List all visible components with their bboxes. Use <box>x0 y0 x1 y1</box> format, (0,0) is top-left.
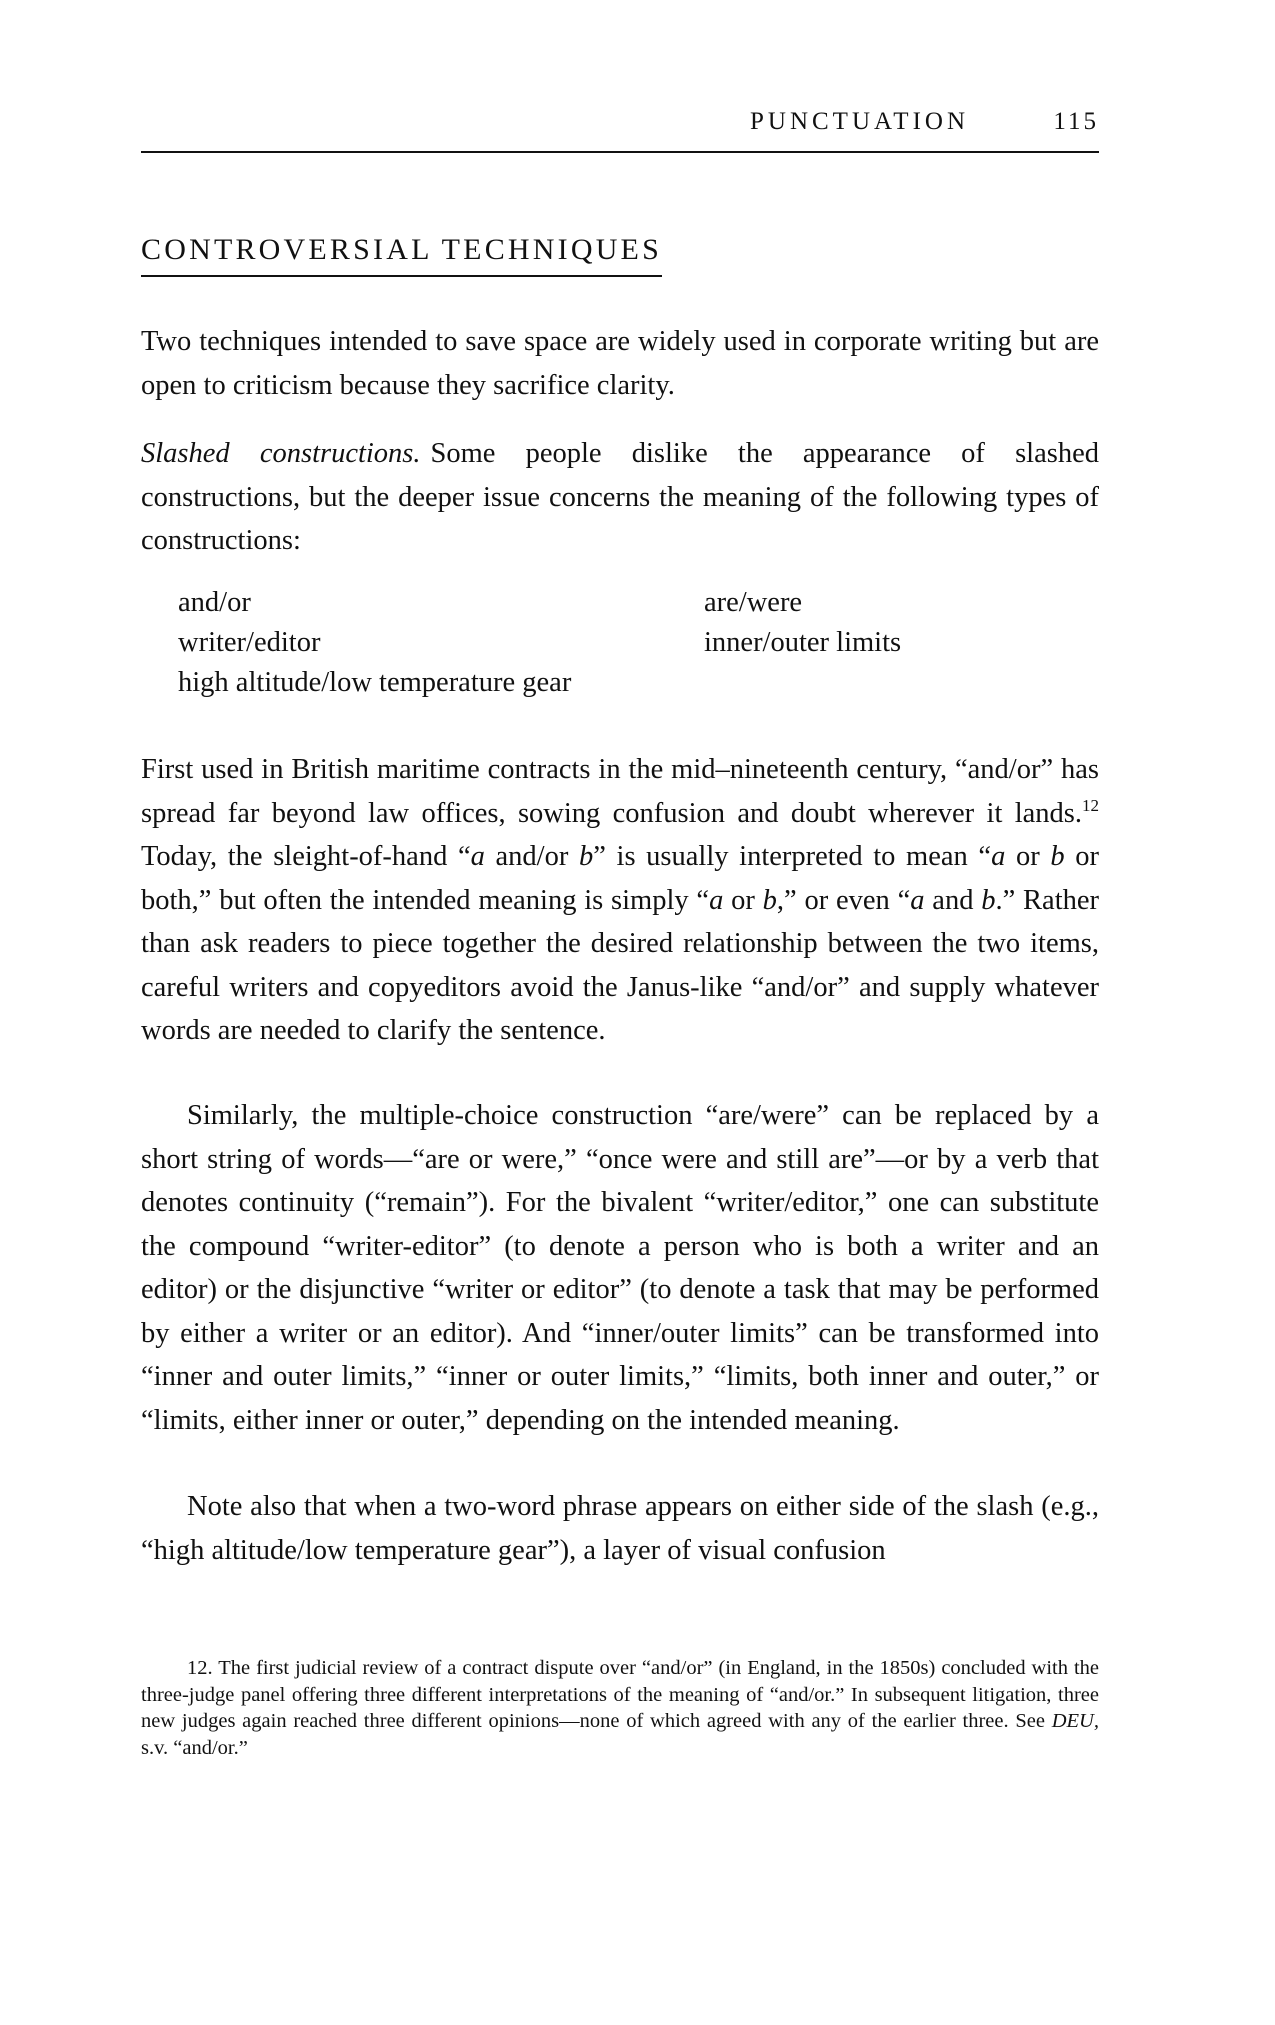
text-run: ” is usually interpreted to mean “ <box>593 841 992 872</box>
example-item: high altitude/low temperature gear <box>178 667 572 698</box>
italic-variable: b <box>578 841 594 872</box>
example-item: writer/editor <box>178 627 321 658</box>
italic-variable: b <box>981 884 996 916</box>
page-number: 115 <box>1053 108 1099 135</box>
text-run: and <box>924 884 982 916</box>
header-rule <box>141 151 1099 153</box>
italic-abbreviation: DEU, <box>1051 1710 1099 1732</box>
running-head-title: PUNCTUATION <box>750 108 969 135</box>
section-heading: CONTROVERSIAL TECHNIQUES <box>141 233 662 277</box>
footnote-12 <box>141 1655 1099 1761</box>
text-run: and/or <box>484 841 579 872</box>
example-item: and/or <box>178 587 251 618</box>
text-run: ,” or even “ <box>776 884 911 916</box>
italic-variable: a <box>470 841 485 872</box>
text-run: Today, the sleight-of-hand “ <box>141 841 471 872</box>
paragraph-note-also: Note also that when a two-word phrase appears on either side of the slash (e.g., “high altitude/low temperature gear”), a layer of visual confusion <box>141 1491 1099 1566</box>
running-head <box>141 108 1099 148</box>
paragraph-and-or <box>141 748 1099 1053</box>
examples-left-column <box>178 583 571 703</box>
text-run: .” Rather than ask readers to piece together the desired relationship between the two items, careful writers and copyeditors avoid the Janus-like “and/or” and supply whatever words are needed to clarify the sentence. <box>141 884 1100 1046</box>
example-item: are/were <box>704 587 803 618</box>
examples-right-column <box>704 583 901 663</box>
example-item: inner/outer limits <box>704 627 902 658</box>
run-in-heading: Slashed constructions. <box>141 438 421 469</box>
text-run: s.v. “and/or.” <box>141 1736 248 1759</box>
paragraph-intro: Two techniques intended to save space are widely used in corporate writing but are open to criticism because they sacrifice clarity. <box>141 326 1099 401</box>
paragraph-similarly: Similarly, the multiple-choice construction “are/were” can be replaced by a short string of words—“are or were,” “once were and still are”—or by a verb that denotes continuity (“remain”). For the bivalent “writer/editor,” one can substitute the compound “writer-editor” (to denote a person who is both a writer and an editor) or the disjunctive “writer or editor” (to denote a task that may be performed by either a writer or an editor). And “inner/outer limits” can be transformed into “inner and outer limits,” “inner or outer limits,” “limits, both inner and outer,” or “limits, either inner or outer,” depending on the intended meaning. <box>141 1100 1099 1436</box>
italic-variable: a <box>991 841 1006 872</box>
text-run: First used in British maritime contracts in the mid–nineteenth century, “and/or” has spread far beyond law offices, sowing confusion and doubt wherever it lands. <box>141 754 1099 829</box>
text-run: or both,” but often the intended meaning is simply “ <box>141 841 1099 916</box>
text-run: or <box>723 884 763 916</box>
italic-variable: a <box>910 884 925 916</box>
examples-list <box>178 583 1078 713</box>
italic-variable: b <box>762 884 777 916</box>
paragraph-text: Some people dislike the appearance of slashed constructions, but the deeper issue concerns the meaning of the following types of constructions: <box>141 438 1099 556</box>
text-run: or <box>1005 841 1051 872</box>
italic-variable: a <box>709 884 724 916</box>
italic-variable: b <box>1050 841 1065 872</box>
paragraph-slashed-constructions <box>141 432 1099 563</box>
text-run: 12. The first judicial review of a contract dispute over “and/or” (in England, in the 1850s) concluded with the three-judge panel offering three different interpretations of the meaning of “and/or.” In subsequent litigation, three new judges again reached three different opinions—none of which agreed with any of the earlier three. See <box>141 1657 1099 1732</box>
footnote-reference: 12 <box>1082 795 1099 815</box>
